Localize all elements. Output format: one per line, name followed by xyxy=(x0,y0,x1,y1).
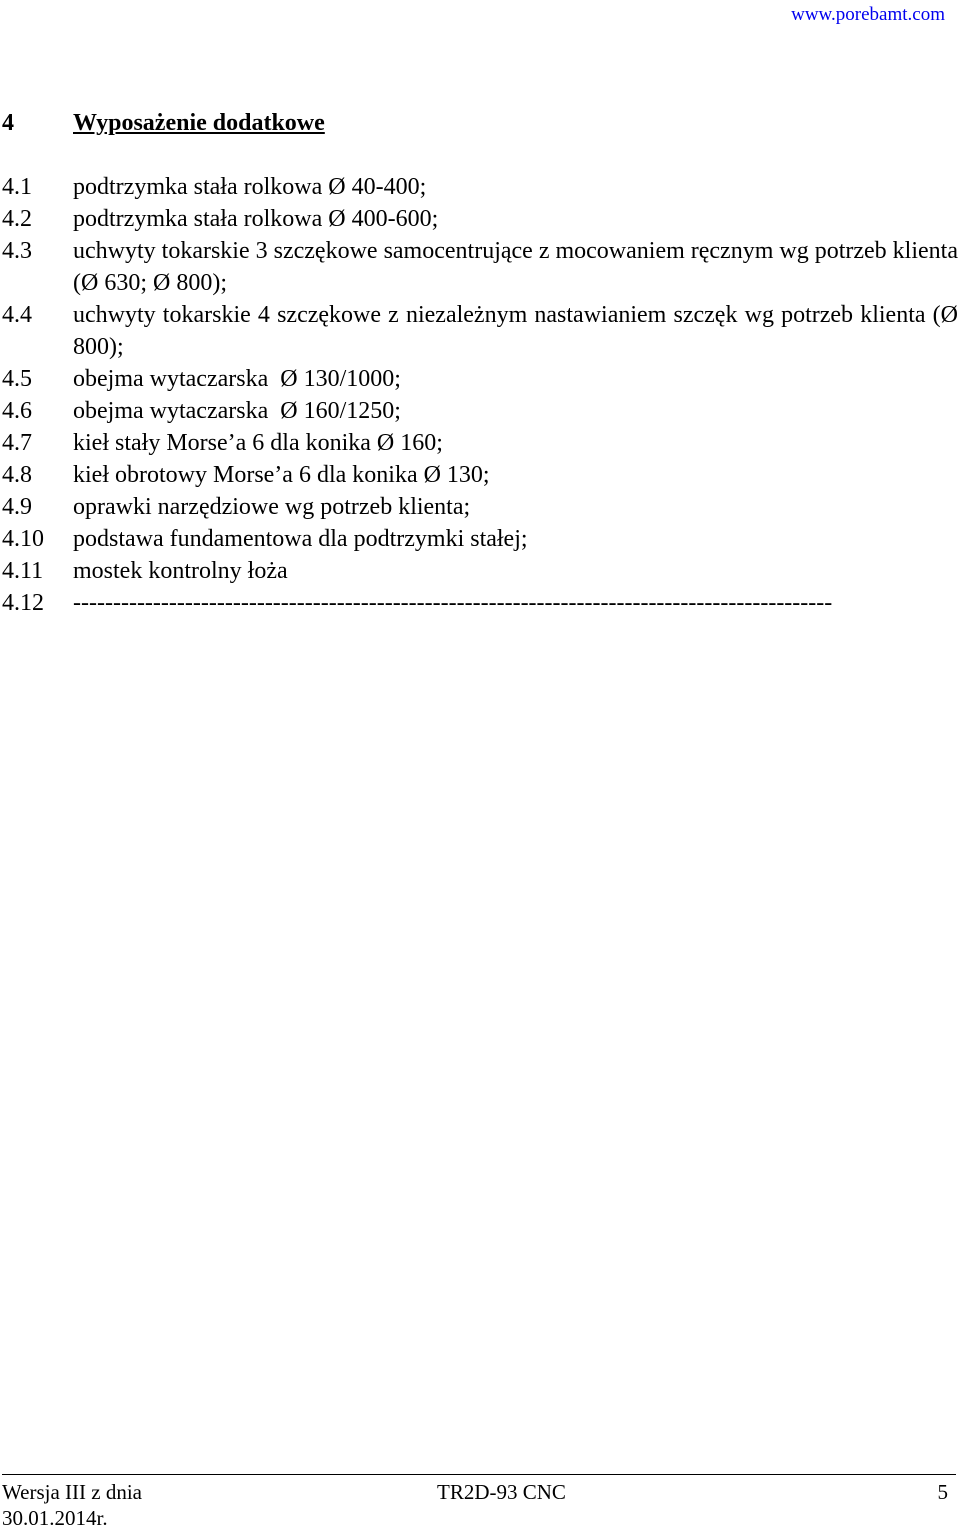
item-text: obejma wytaczarska Ø 130/1000; xyxy=(73,366,401,392)
section-number: 4 xyxy=(2,110,14,136)
list-item xyxy=(0,235,958,299)
section-title: Wyposażenie dodatkowe xyxy=(73,110,325,136)
list-item xyxy=(0,171,958,203)
item-text: uchwyty tokarskie 3 szczękowe samocentrujące z mocowaniem ręcznym wg potrzeb klienta (Ø 630; Ø 800); xyxy=(73,238,958,296)
website-link[interactable]: www.porebamt.com xyxy=(791,4,945,25)
list-item xyxy=(0,555,958,587)
item-number: 4.4 xyxy=(2,302,32,328)
section-heading xyxy=(0,110,960,142)
page-number: 5 xyxy=(937,1480,948,1504)
item-number: 4.7 xyxy=(2,430,32,456)
equipment-list xyxy=(0,171,958,619)
item-number: 4.8 xyxy=(2,462,32,488)
list-item xyxy=(0,523,958,555)
list-item xyxy=(0,587,958,619)
item-text: oprawki narzędziowe wg potrzeb klienta; xyxy=(73,494,471,520)
list-item xyxy=(0,363,958,395)
item-number: 4.5 xyxy=(2,366,32,392)
footer-version-date: 30.01.2014r. xyxy=(2,1506,108,1530)
item-text: uchwyty tokarskie 4 szczękowe z niezależnym nastawianiem szczęk wg potrzeb klienta (Ø 800); xyxy=(73,302,958,360)
list-item xyxy=(0,491,958,523)
list-item xyxy=(0,427,958,459)
item-number: 4.11 xyxy=(2,558,44,584)
item-text: obejma wytaczarska Ø 160/1250; xyxy=(73,398,401,424)
item-placeholder-dashes: ----------------------------------------------------------------------------------------------- xyxy=(73,590,833,616)
list-item xyxy=(0,459,958,491)
item-number: 4.6 xyxy=(2,398,32,424)
item-text: mostek kontrolny łoża xyxy=(73,558,288,584)
item-text: podtrzymka stała rolkowa Ø 400-600; xyxy=(73,206,439,232)
item-number: 4.9 xyxy=(2,494,32,520)
item-text: kieł obrotowy Morse’a 6 dla konika Ø 130; xyxy=(73,462,490,488)
item-number: 4.1 xyxy=(2,174,32,200)
item-text: podstawa fundamentowa dla podtrzymki stałej; xyxy=(73,526,528,552)
item-number: 4.3 xyxy=(2,238,32,264)
item-number: 4.2 xyxy=(2,206,32,232)
list-item xyxy=(0,299,958,363)
list-item xyxy=(0,395,958,427)
item-text: kieł stały Morse’a 6 dla konika Ø 160; xyxy=(73,430,443,456)
list-item xyxy=(0,203,958,235)
item-text: podtrzymka stała rolkowa Ø 40-400; xyxy=(73,174,427,200)
item-number: 4.10 xyxy=(2,526,44,552)
footer-divider xyxy=(2,1474,956,1475)
item-number: 4.12 xyxy=(2,590,44,616)
footer-version-label: Wersja III z dnia xyxy=(2,1480,142,1504)
footer-model: TR2D-93 CNC xyxy=(437,1480,566,1504)
